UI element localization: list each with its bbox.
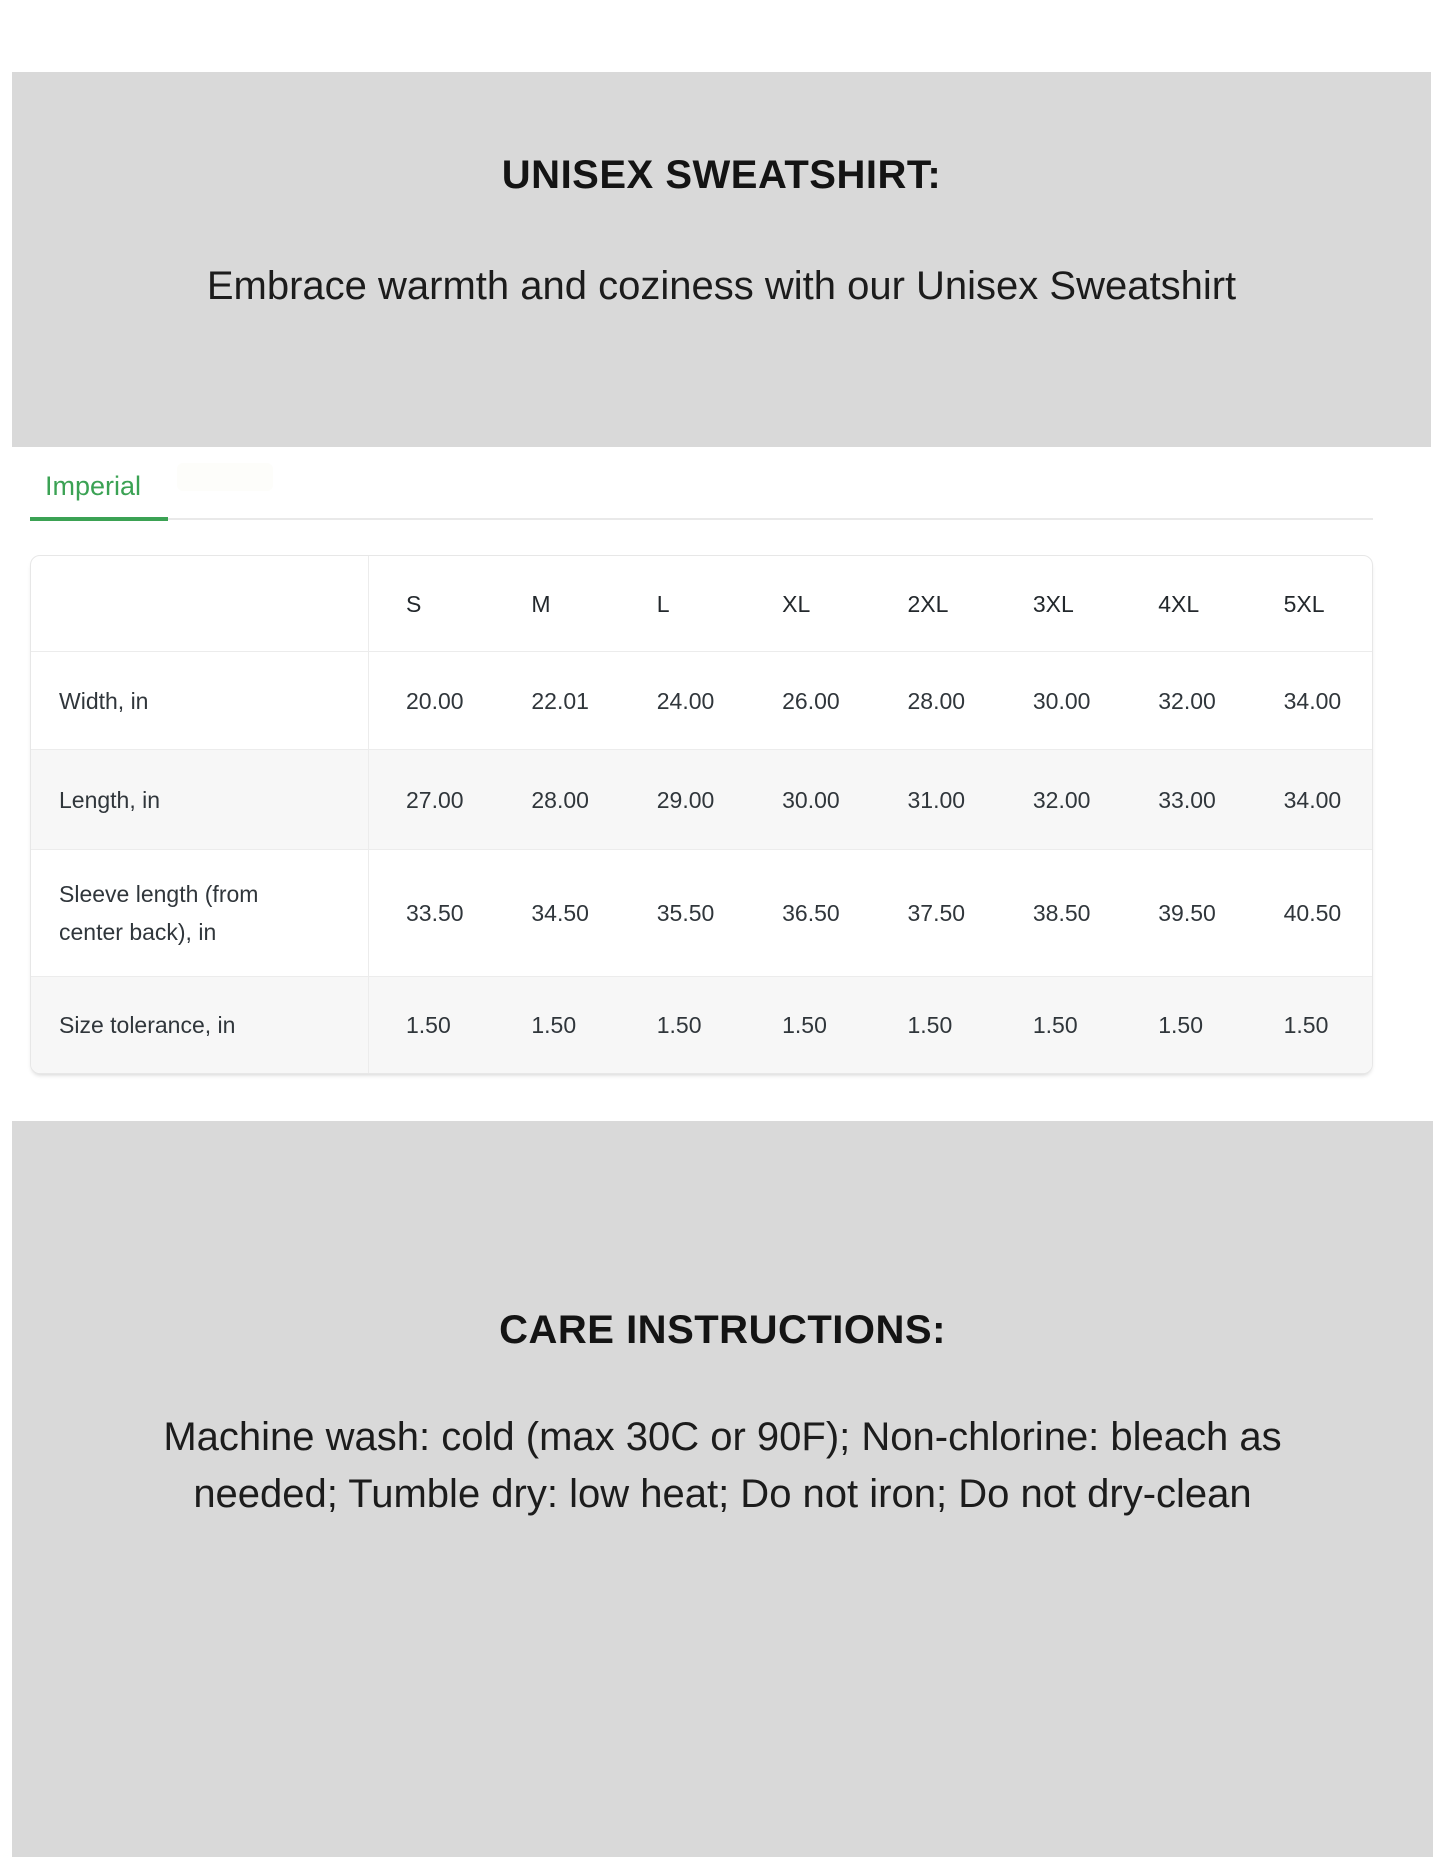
active-tab-indicator: [30, 517, 168, 521]
value-cell: 24.00: [620, 651, 745, 749]
value-cell: 28.00: [494, 749, 619, 849]
value-cell: 39.50: [1121, 849, 1246, 976]
care-banner: [12, 1121, 1433, 1857]
value-cell: 32.00: [1121, 651, 1246, 749]
table-corner-cell: [31, 556, 369, 651]
value-cell: 29.00: [620, 749, 745, 849]
column-header-s: S: [406, 590, 422, 617]
value-cell: 31.00: [871, 749, 996, 849]
value-cell: 26.00: [745, 651, 870, 749]
value-cell: 40.50: [1247, 849, 1372, 976]
value-cell: 35.50: [620, 849, 745, 976]
product-subtitle: Embrace warmth and coziness with our Unisex Sweatshirt: [206, 264, 1237, 308]
column-header-3xl: 3XL: [1032, 590, 1074, 617]
value-cell: 34.50: [494, 849, 619, 976]
value-cell: 1.50: [369, 976, 494, 1073]
row-label: Width, in: [31, 651, 369, 749]
row-label: Size tolerance, in: [31, 976, 369, 1073]
product-header-banner: [12, 72, 1431, 447]
product-title: UNISEX SWEATSHIRT:: [501, 153, 942, 197]
value-cell: 30.00: [996, 651, 1121, 749]
column-header-xl: XL: [782, 590, 811, 617]
column-header-4xl: 4XL: [1158, 590, 1200, 617]
value-cell: 1.50: [745, 976, 870, 1073]
value-cell: 33.00: [1121, 749, 1246, 849]
value-cell: 37.50: [871, 849, 996, 976]
value-cell: 1.50: [620, 976, 745, 1073]
care-title: CARE INSTRUCTIONS:: [499, 1308, 946, 1352]
value-cell: 28.00: [871, 651, 996, 749]
value-cell: 1.50: [1247, 976, 1372, 1073]
care-body: Machine wash: cold (max 30C or 90F); Non-chlorine: bleach as needed; Tumble dry: low heat; Do not iron; Do not dry-clean: [163, 1415, 1282, 1516]
value-cell: 34.00: [1247, 749, 1372, 849]
size-table: [30, 555, 1373, 1074]
row-label: Length, in: [31, 749, 369, 849]
value-cell: 1.50: [871, 976, 996, 1073]
column-header-l: L: [656, 590, 670, 617]
tabs-divider: [30, 517, 1373, 521]
tab-ghost[interactable]: [177, 463, 273, 491]
value-cell: 1.50: [1121, 976, 1246, 1073]
value-cell: 36.50: [745, 849, 870, 976]
value-cell: 30.00: [745, 749, 870, 849]
value-cell: 34.00: [1247, 651, 1372, 749]
tab-imperial[interactable]: Imperial: [45, 471, 142, 501]
column-header-m: M: [531, 590, 551, 617]
value-cell: 1.50: [996, 976, 1121, 1073]
value-cell: 33.50: [369, 849, 494, 976]
column-header-5xl: 5XL: [1283, 590, 1325, 617]
value-cell: 27.00: [369, 749, 494, 849]
value-cell: 20.00: [369, 651, 494, 749]
column-header-2xl: 2XL: [907, 590, 949, 617]
value-cell: 1.50: [494, 976, 619, 1073]
value-cell: 32.00: [996, 749, 1121, 849]
value-cell: 38.50: [996, 849, 1121, 976]
row-label: Sleeve length (from center back), in: [31, 849, 369, 976]
value-cell: 22.01: [494, 651, 619, 749]
